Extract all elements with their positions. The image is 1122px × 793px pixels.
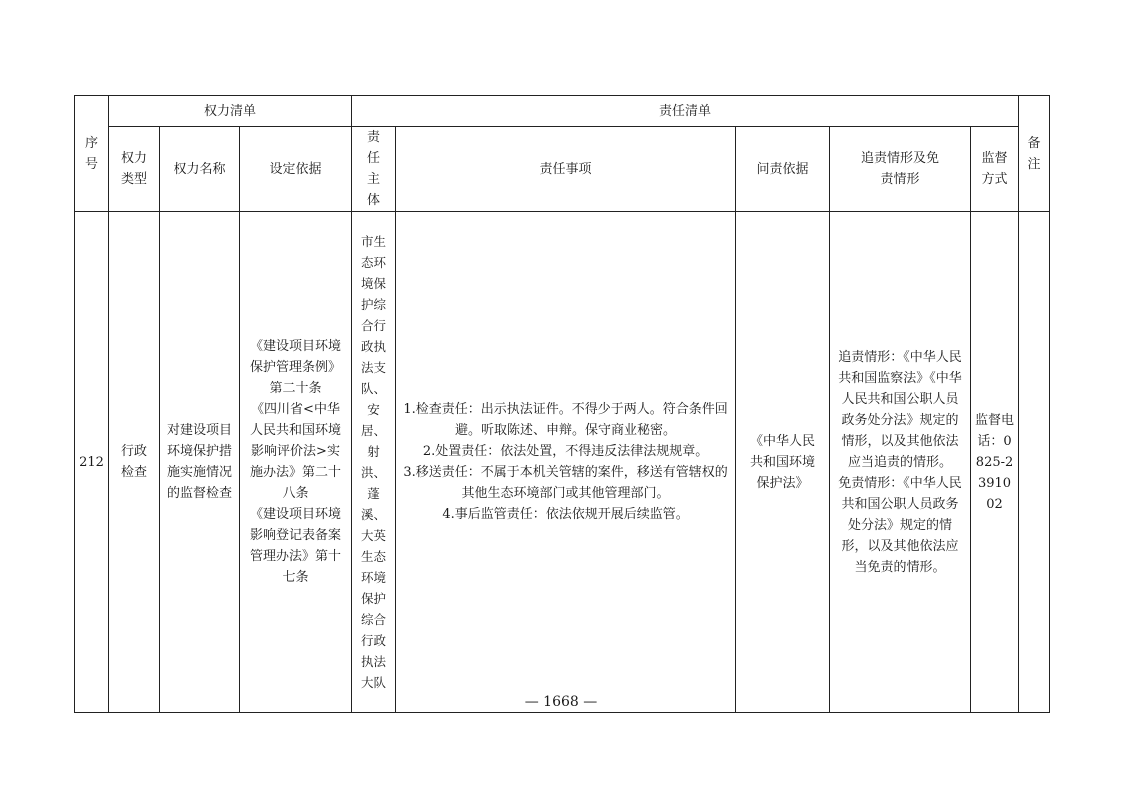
row-accountability-cases bbox=[830, 212, 971, 713]
row-power-type: 行政检查 bbox=[109, 212, 160, 713]
legal-basis-item: 《建设项目环境保护管理条例》第二十条 bbox=[250, 339, 342, 396]
row-responsibility-items bbox=[396, 212, 736, 713]
responsibility-item: 4.事后监管责任：依法依规开展后续监管。 bbox=[442, 507, 689, 522]
row-remark bbox=[1019, 212, 1050, 713]
header-legal-basis: 设定依据 bbox=[240, 127, 352, 212]
header-accountability-cases: 追责情形及免责情形 bbox=[830, 127, 971, 212]
table-row bbox=[75, 212, 1050, 713]
header-responsibility-items: 责任事项 bbox=[396, 127, 736, 212]
page-number: — 1668 — bbox=[524, 694, 598, 710]
header-row-sub bbox=[75, 127, 1050, 212]
row-legal-basis bbox=[240, 212, 352, 713]
row-seq: 212 bbox=[75, 212, 109, 713]
row-power-name: 对建设项目环境保护措施实施情况的监督检查 bbox=[160, 212, 240, 713]
header-responsibility-list: 责任清单 bbox=[352, 96, 1019, 127]
row-supervision-method: 监督电话：0825-2391002 bbox=[971, 212, 1019, 713]
header-remark: 备注 bbox=[1019, 96, 1050, 212]
responsibility-item: 1.检查责任：出示执法证件。不得少于两人。符合条件回避。听取陈述、申辩。保守商业秘密。 bbox=[403, 402, 728, 438]
responsibility-item: 2.处置责任：依法处置，不得违反法律法规规章。 bbox=[422, 444, 709, 459]
header-power-name: 权力名称 bbox=[160, 127, 240, 212]
accountability-case: 免责情形：《中华人民共和国公职人员政务处分法》规定的情形，以及其他依法应当免责的情形。 bbox=[838, 475, 962, 575]
responsibility-item: 3.移送责任：不属于本机关管辖的案件，移送有管辖权的其他生态环境部门或其他管理部门。 bbox=[403, 465, 728, 501]
row-accountability-basis: 《中华人民共和国环境保护法》 bbox=[736, 212, 830, 713]
header-supervision-method: 监督方式 bbox=[971, 127, 1019, 212]
header-accountability-basis: 问责依据 bbox=[736, 127, 830, 212]
row-responsible-subject: 市生态环境保护综合行政执法支队、安居、射洪、蓬溪、大英生态环境保护综合行政执法大队 bbox=[352, 212, 396, 713]
header-power-list: 权力清单 bbox=[109, 96, 352, 127]
legal-basis-item: 《建设项目环境影响登记表备案管理办法》第十七条 bbox=[250, 507, 342, 585]
header-responsible-subject: 责任主体 bbox=[352, 127, 396, 212]
header-power-type: 权力类型 bbox=[109, 127, 160, 212]
legal-basis-item: 《四川省<中华人民共和国环境影响评价法>实施办法》第二十八条 bbox=[250, 402, 342, 501]
accountability-case: 追责情形：《中华人民共和国监察法》《中华人民共和国公职人员政务处分法》规定的情形，以及其他依法应当追责的情形。 bbox=[838, 349, 962, 470]
header-seq: 序号 bbox=[75, 96, 109, 212]
power-responsibility-table bbox=[74, 95, 1050, 713]
header-row-top bbox=[75, 96, 1050, 127]
